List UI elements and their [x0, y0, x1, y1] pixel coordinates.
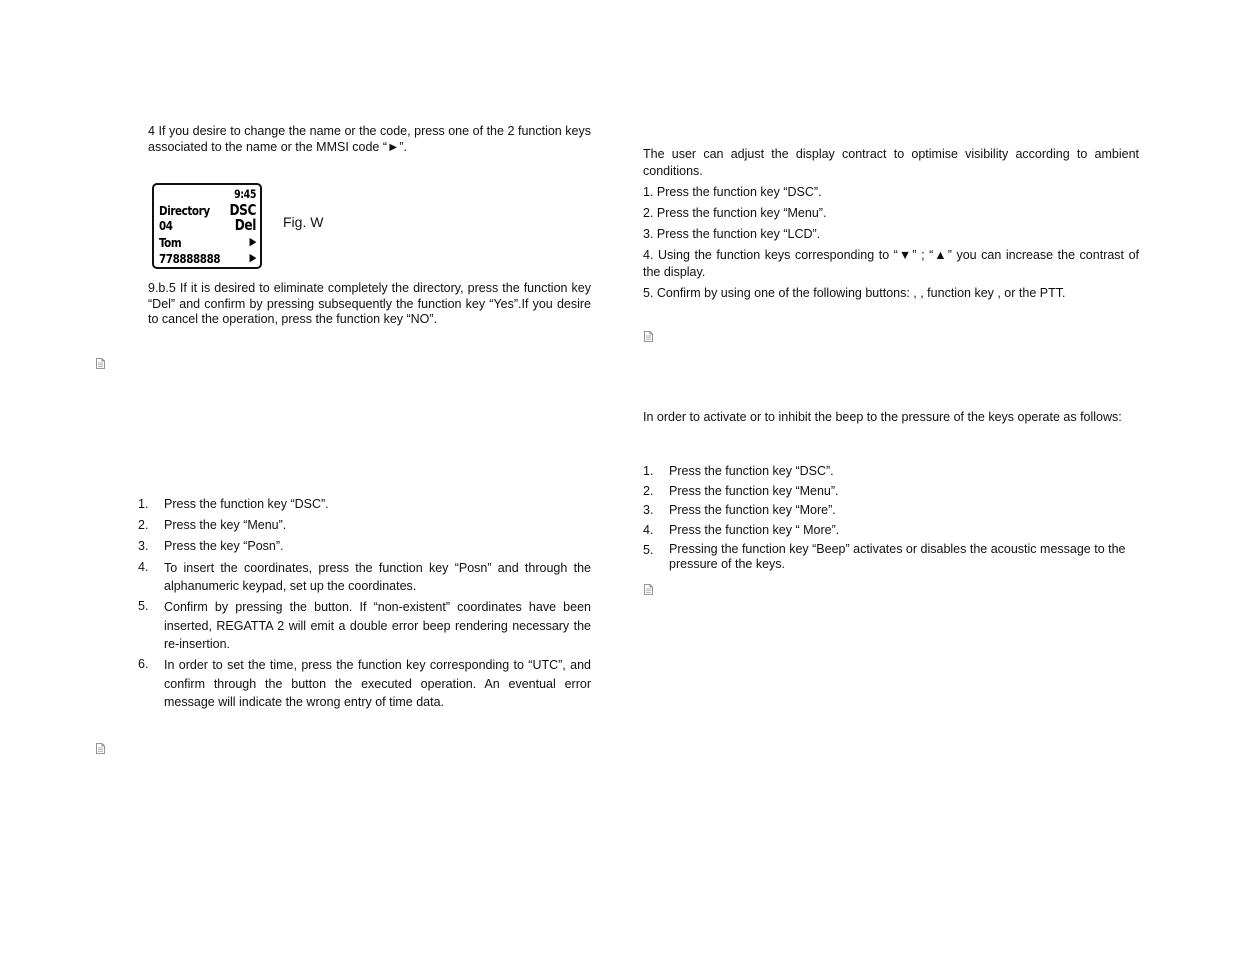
list-text: Press the function key “DSC”. [164, 497, 329, 511]
figure-caption: Fig. W [283, 214, 324, 230]
list-number: 1. [643, 464, 654, 478]
lcd-index: 04 [159, 218, 173, 234]
list-number: 2. [138, 518, 149, 532]
contrast-step: 5. Confirm by using one of the following buttons: , , function key , or the PTT. [643, 286, 1066, 300]
document-icon [644, 584, 653, 595]
lcd-arrow-icon: ▶ [249, 252, 256, 265]
document-icon [644, 331, 653, 342]
lcd-arrow-icon: ▶ [249, 236, 256, 249]
list-number: 1. [138, 497, 149, 511]
document-icon [96, 743, 105, 754]
contrast-step: 4. Using the function keys corresponding to “▼” ; “▲” you can increase the contrast of the display. [643, 248, 1139, 279]
lcd-name: Tom [159, 235, 182, 251]
list-text: Press the key “Posn”. [164, 539, 284, 553]
list-text: Press the function key “More”. [669, 503, 836, 517]
list-text: In order to set the time, press the function key corresponding to “UTC”, and confirm through the button the executed operation. An eventual error message will indicate the wrong entry of time data. [164, 658, 591, 709]
step-9b5-paragraph: 9.b.5 If it is desired to eliminate completely the directory, press the function key “Del” and confirm by pressing subsequently the function key “Yes”.If you desire to cancel the operation, press the function key “NO”. [148, 281, 591, 326]
list-text: Press the function key “DSC”. [669, 464, 834, 478]
step-4-paragraph: 4 If you desire to change the name or the code, press one of the 2 function keys associated to the name or the MMSI code “►”. [148, 124, 591, 154]
lcd-display-figure [152, 183, 262, 269]
contrast-step: 2. Press the function key “Menu”. [643, 206, 827, 220]
list-text: Press the function key “Menu”. [669, 484, 839, 498]
lcd-mode: DSC [229, 202, 256, 220]
lcd-del: Del [234, 217, 256, 235]
list-text: Press the key “Menu”. [164, 518, 287, 532]
list-text: To insert the coordinates, press the function key “Posn” and through the alphanumeric keypad, set up the coordinates. [164, 561, 591, 593]
list-number: 5. [643, 543, 654, 557]
list-text: Confirm by pressing the button. If “non-existent” coordinates have been inserted, REGATTA 2 will emit a double error beep rendering necessary the re-insertion. [164, 600, 591, 651]
contrast-intro: The user can adjust the display contract to optimise visibility according to ambient conditions. [643, 147, 1139, 178]
list-number: 3. [138, 539, 149, 553]
document-icon [96, 358, 105, 369]
lcd-title: Directory [159, 203, 210, 219]
contrast-step: 1. Press the function key “DSC”. [643, 185, 822, 199]
list-number: 4. [138, 560, 149, 574]
list-number: 6. [138, 657, 149, 671]
list-number: 4. [643, 523, 654, 537]
beep-intro: In order to activate or to inhibit the beep to the pressure of the keys operate as follows: [643, 410, 1122, 424]
list-number: 5. [138, 599, 149, 613]
list-number: 2. [643, 484, 654, 498]
list-number: 3. [643, 503, 654, 517]
lcd-mmsi: 778888888 [159, 251, 221, 267]
list-text: Pressing the function key “Beep” activates or disables the acoustic message to the pressure of the keys. [669, 542, 1126, 571]
beep-steps-list [643, 463, 1139, 578]
list-text: Press the function key “ More”. [669, 523, 840, 537]
contrast-step: 3. Press the function key “LCD”. [643, 227, 821, 241]
lcd-time: 9:45 [234, 188, 256, 202]
position-steps-list [138, 496, 591, 711]
